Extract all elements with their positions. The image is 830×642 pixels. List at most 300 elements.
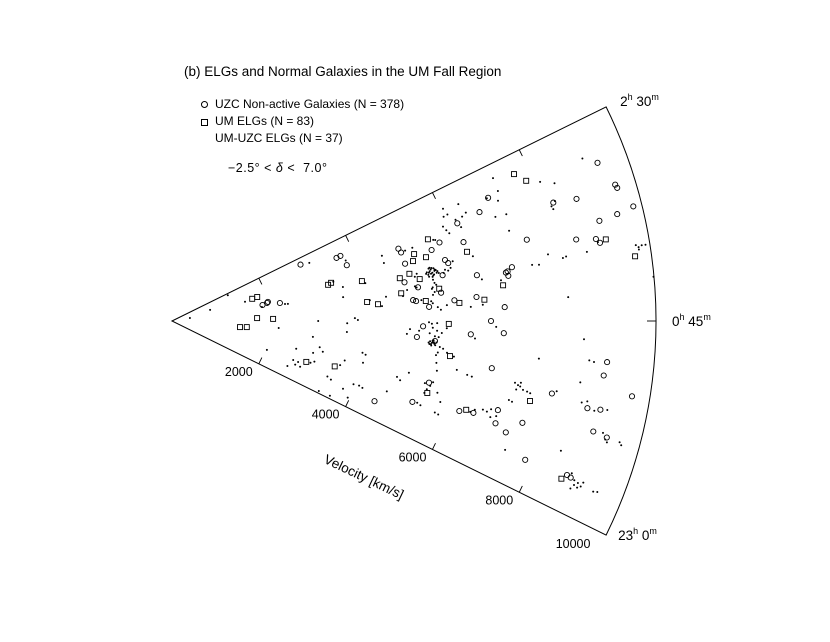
uzc-galaxy-point [284, 303, 286, 305]
uzc-galaxy-point [295, 348, 297, 350]
uzc-galaxy-point [453, 356, 455, 358]
uzc-galaxy-point [571, 472, 573, 474]
um-uzc-elg-point [425, 391, 430, 396]
uzc-galaxy-point [442, 226, 444, 228]
uzc-galaxy-point [588, 359, 590, 361]
um-uzc-elg-point [244, 325, 249, 330]
uzc-galaxy-point [448, 232, 450, 234]
uzc-galaxy-point [531, 264, 533, 266]
um-uzc-elg-point [448, 354, 453, 359]
declination-range-annotation [228, 161, 327, 175]
uzc-galaxy-point [416, 273, 418, 275]
uzc-galaxy-point [346, 331, 348, 333]
uzc-galaxy-point [362, 362, 364, 364]
uzc-galaxy-point [437, 352, 439, 354]
velocity-tick-label: 10000 [555, 537, 591, 552]
um-uzc-elg-point [528, 399, 533, 404]
edge-tick-lower [519, 486, 522, 492]
um-uzc-elg-point [423, 299, 428, 304]
um-elg-point [591, 429, 596, 434]
uzc-galaxy-point [437, 414, 439, 416]
uzc-galaxy-point [425, 273, 427, 275]
edge-tick-upper [259, 278, 262, 284]
edge-tick-lower [346, 400, 349, 406]
velocity-axis-label: Velocity [km/s] [321, 451, 407, 503]
uzc-galaxy-point [592, 491, 594, 493]
um-elg-point [503, 430, 508, 435]
uzc-galaxy-point [470, 306, 472, 308]
uzc-galaxy-point [494, 216, 496, 218]
delta-symbol: δ [275, 161, 284, 175]
um-uzc-elg-point [425, 237, 430, 242]
um-elg-point [277, 300, 282, 305]
uzc-galaxy-point [583, 338, 585, 340]
uzc-galaxy-point [292, 359, 294, 361]
uzc-galaxy-point [606, 409, 608, 411]
um-uzc-elg-point [603, 237, 608, 242]
um-elg-point [403, 261, 408, 266]
uzc-galaxy-point [638, 249, 640, 251]
uzc-galaxy-point [466, 374, 468, 376]
uzc-galaxy-point [515, 389, 517, 391]
annotation-right: < 7.0° [283, 161, 328, 175]
uzc-galaxy-point [381, 305, 383, 307]
uzc-galaxy-point [602, 432, 604, 434]
uzc-galaxy-point [497, 190, 499, 192]
uzc-galaxy-point [538, 358, 540, 360]
uzc-galaxy-point [227, 294, 229, 296]
uzc-galaxy-point [500, 279, 502, 281]
uzc-galaxy-point [342, 388, 344, 390]
um-uzc-elg-point [332, 364, 337, 369]
uzc-galaxy-point [593, 410, 595, 412]
um-elg-point [399, 250, 404, 255]
um-elg-point [615, 212, 620, 217]
um-uzc-elg-point [250, 296, 255, 301]
uzc-galaxy-point [580, 486, 582, 488]
uzc-galaxy-point [436, 270, 438, 272]
um-uzc-elg-point [465, 249, 470, 254]
uzc-galaxy-point [445, 229, 447, 231]
um-elg-point [455, 221, 460, 226]
uzc-galaxy-point [427, 274, 429, 276]
uzc-galaxy-point [408, 372, 410, 374]
uzc-galaxy-point [474, 338, 476, 340]
uzc-galaxy-point [526, 391, 528, 393]
ra-axis-label: 0$^h$ 45$^m$ [672, 312, 711, 329]
um-elg-point [495, 408, 500, 413]
um-uzc-elg-point [457, 300, 462, 305]
uzc-galaxy-point [428, 321, 430, 323]
uzc-galaxy-point [434, 291, 436, 293]
uzc-galaxy-point [404, 250, 406, 252]
um-elg-point [421, 324, 426, 329]
uzc-galaxy-point [308, 262, 310, 264]
uzc-galaxy-point [424, 382, 426, 384]
um-elg-point [493, 421, 498, 426]
um-elg-point [501, 331, 506, 336]
um-elg-point [452, 298, 457, 303]
uzc-galaxy-point [365, 354, 367, 356]
uzc-galaxy-point [552, 208, 554, 210]
um-uzc-elg-point [255, 316, 260, 321]
uzc-galaxy-point [434, 282, 436, 284]
um-elg-point [605, 360, 610, 365]
uzc-galaxy-point [430, 300, 432, 302]
uzc-galaxy-point [297, 361, 299, 363]
uzc-galaxy-point [442, 348, 444, 350]
um-uzc-elg-point [424, 255, 429, 260]
uzc-galaxy-point [641, 244, 643, 246]
uzc-galaxy-point [577, 482, 579, 484]
uzc-galaxy-point [446, 214, 448, 216]
uzc-galaxy-point [431, 288, 433, 290]
edge-tick-lower [259, 358, 262, 364]
um-uzc-elg-point [412, 252, 417, 257]
um-uzc-elg-point [376, 302, 381, 307]
uzc-galaxy-point [452, 260, 454, 262]
uzc-galaxy-point [347, 397, 349, 399]
ra-axis-label: 2$^h$ 30$^m$ [620, 91, 659, 109]
uzc-galaxy-point [435, 269, 437, 271]
uzc-galaxy-point [317, 320, 319, 322]
um-uzc-elg-point [464, 407, 469, 412]
uzc-galaxy-point [489, 416, 491, 418]
uzc-galaxy-point [529, 392, 531, 394]
uzc-galaxy-point [436, 370, 438, 372]
uzc-galaxy-point [430, 273, 432, 275]
annotation-left: −2.5° < [228, 161, 276, 175]
uzc-galaxy-point [446, 327, 448, 329]
uzc-galaxy-point [428, 343, 430, 345]
uzc-galaxy-point [330, 379, 332, 381]
um-elg-point [477, 210, 482, 215]
uzc-galaxy-point [447, 270, 449, 272]
uzc-galaxy-point [345, 260, 347, 262]
uzc-galaxy-point [645, 244, 647, 246]
uzc-galaxy-point [432, 239, 434, 241]
um-elg-point [574, 196, 579, 201]
uzc-galaxy-point [565, 256, 567, 258]
uzc-galaxy-point [593, 361, 595, 363]
uzc-galaxy-point [519, 386, 521, 388]
uzc-galaxy-point [508, 399, 510, 401]
uzc-galaxy-point [244, 301, 246, 303]
uzc-galaxy-point [322, 351, 324, 353]
um-elg-point [427, 304, 432, 309]
uzc-galaxy-point [573, 479, 575, 481]
uzc-galaxy-point [294, 364, 296, 366]
uzc-galaxy-point [416, 402, 418, 404]
um-uzc-elg-point [407, 271, 412, 276]
uzc-galaxy-point [461, 216, 463, 218]
uzc-galaxy-point [495, 415, 497, 417]
um-uzc-elg-point [359, 279, 364, 284]
um-uzc-elg-point [482, 297, 487, 302]
uzc-galaxy-point [430, 345, 432, 347]
uzc-galaxy-point [432, 279, 434, 281]
um-elg-point [426, 380, 431, 385]
uzc-galaxy-point [434, 412, 436, 414]
uzc-galaxy-point [486, 411, 488, 413]
uzc-galaxy-point [419, 404, 421, 406]
uzc-galaxy-point [318, 390, 320, 392]
velocity-tick-label: 2000 [224, 364, 253, 379]
uzc-galaxy-point [492, 177, 494, 179]
uzc-galaxy-point [436, 330, 438, 332]
uzc-galaxy-point [560, 450, 562, 452]
uzc-galaxy-point [505, 213, 507, 215]
uzc-galaxy-point [504, 449, 506, 451]
uzc-galaxy-point [432, 327, 434, 329]
um-elg-point [461, 240, 466, 245]
uzc-galaxy-point [606, 441, 608, 443]
um-uzc-elg-point [238, 325, 243, 330]
uzc-galaxy-point [411, 247, 413, 249]
um-elg-point [474, 273, 479, 278]
um-elg-point [474, 294, 479, 299]
uzc-galaxy-point [428, 267, 430, 269]
uzc-galaxy-point [569, 488, 571, 490]
uzc-galaxy-point [439, 401, 441, 403]
uzc-galaxy-point [520, 382, 522, 384]
um-uzc-elg-point [397, 276, 402, 281]
uzc-galaxy-point [547, 253, 549, 255]
uzc-galaxy-point [406, 289, 408, 291]
um-elg-point [520, 420, 525, 425]
uzc-galaxy-point [429, 332, 431, 334]
uzc-galaxy-point [441, 332, 443, 334]
um-elg-point [598, 407, 603, 412]
uzc-galaxy-point [426, 388, 428, 390]
uzc-galaxy-point [457, 203, 459, 205]
velocity-tick-label: 8000 [485, 493, 514, 508]
um-elg-point [414, 299, 419, 304]
uzc-galaxy-point [319, 346, 321, 348]
um-elg-point [523, 457, 528, 462]
uzc-galaxy-point [310, 362, 312, 364]
uzc-galaxy-point [342, 296, 344, 298]
uzc-galaxy-point [299, 366, 301, 368]
um-uzc-elg-point [512, 172, 517, 177]
uzc-galaxy-point [522, 389, 524, 391]
uzc-galaxy-point [465, 212, 467, 214]
series-um-uzc-elgs [238, 172, 638, 482]
uzc-galaxy-point [434, 344, 436, 346]
edge-tick-upper [346, 235, 349, 241]
uzc-galaxy-point [357, 319, 359, 321]
legend-item-um-uzc-elgs: UM-UZC ELGs (N = 37) [215, 131, 343, 145]
uzc-galaxy-point [432, 381, 434, 383]
um-elg-point [446, 261, 451, 266]
square-symbol-icon [201, 119, 208, 126]
um-uzc-elg-point [304, 359, 309, 364]
um-elg-point [604, 435, 609, 440]
uzc-galaxy-point [450, 267, 452, 269]
um-uzc-elg-point [446, 321, 451, 326]
uzc-galaxy-point [573, 484, 575, 486]
um-elg-point [442, 257, 447, 262]
uzc-galaxy-point [635, 244, 637, 246]
um-uzc-elg-point [524, 178, 529, 183]
uzc-galaxy-point [381, 255, 383, 257]
uzc-galaxy-point [344, 360, 346, 362]
uzc-galaxy-point [346, 322, 348, 324]
um-elg-point [502, 305, 507, 310]
uzc-galaxy-point [460, 226, 462, 228]
uzc-galaxy-point [538, 264, 540, 266]
uzc-galaxy-point [586, 251, 588, 253]
uzc-galaxy-point [556, 390, 558, 392]
uzc-galaxy-point [313, 361, 315, 363]
um-elg-point [411, 298, 416, 303]
uzc-galaxy-point [435, 284, 437, 286]
uzc-galaxy-point [551, 205, 553, 207]
uzc-galaxy-point [362, 352, 364, 354]
uzc-galaxy-point [442, 208, 444, 210]
uzc-galaxy-point [514, 382, 516, 384]
uzc-galaxy-point [482, 304, 484, 306]
uzc-galaxy-point [420, 299, 422, 301]
um-elg-point [437, 240, 442, 245]
uzc-galaxy-point [436, 322, 438, 324]
um-uzc-elg-point [399, 291, 404, 296]
um-elg-point [509, 265, 514, 270]
uzc-galaxy-point [342, 286, 344, 288]
uzc-galaxy-point [428, 272, 430, 274]
uzc-galaxy-point [435, 354, 437, 356]
um-elg-point [489, 366, 494, 371]
uzc-galaxy-point [596, 491, 598, 493]
uzc-galaxy-point [435, 362, 437, 364]
um-elg-point [372, 399, 377, 404]
um-elg-point [468, 332, 473, 337]
um-elg-point [471, 410, 476, 415]
um-elg-point [429, 247, 434, 252]
uzc-galaxy-point [432, 276, 434, 278]
uzc-galaxy-point [581, 402, 583, 404]
uzc-galaxy-point [353, 383, 355, 385]
um-elg-point [574, 237, 579, 242]
legend-item-um-elgs: UM ELGs (N = 83) [215, 114, 315, 128]
uzc-galaxy-point [266, 349, 268, 351]
uzc-galaxy-point [326, 376, 328, 378]
uzc-galaxy-point [354, 317, 356, 319]
uzc-galaxy-point [620, 444, 622, 446]
uzc-galaxy-point [582, 482, 584, 484]
uzc-galaxy-point [619, 441, 621, 443]
uzc-galaxy-point [554, 182, 556, 184]
uzc-galaxy-point [430, 267, 432, 269]
uzc-galaxy-point [406, 333, 408, 335]
uzc-galaxy-point [495, 326, 497, 328]
uzc-galaxy-point [432, 302, 434, 304]
legend-item-uzc: UZC Non-active Galaxies (N = 378) [215, 97, 405, 111]
uzc-galaxy-point [456, 369, 458, 371]
uzc-galaxy-point [586, 400, 588, 402]
uzc-galaxy-point [511, 401, 513, 403]
uzc-galaxy-point [414, 276, 416, 278]
series-um-elgs [260, 160, 636, 480]
um-uzc-elg-point [271, 316, 276, 321]
uzc-galaxy-point [472, 255, 474, 257]
uzc-galaxy-point [189, 317, 191, 319]
uzc-galaxy-point [579, 381, 581, 383]
um-elg-point [344, 263, 349, 268]
um-elg-point [414, 334, 419, 339]
chart-title: (b) ELGs and Normal Galaxies in the UM Fall Region [184, 64, 502, 79]
uzc-galaxy-point [434, 239, 436, 241]
uzc-galaxy-point [576, 487, 578, 489]
um-uzc-elg-point [417, 277, 422, 282]
velocity-tick-label: 6000 [398, 450, 427, 465]
um-elg-point [585, 406, 590, 411]
um-elg-point [549, 391, 554, 396]
uzc-galaxy-point [312, 336, 314, 338]
uzc-galaxy-point [497, 200, 499, 202]
uzc-galaxy-point [438, 336, 440, 338]
edge-tick-upper [432, 193, 435, 199]
uzc-galaxy-point [471, 376, 473, 378]
um-elg-point [410, 399, 415, 404]
uzc-galaxy-point [508, 230, 510, 232]
uzc-galaxy-point [443, 216, 445, 218]
uzc-galaxy-point [286, 365, 288, 367]
uzc-galaxy-point [418, 330, 420, 332]
uzc-galaxy-point [432, 267, 434, 269]
uzc-galaxy-point [209, 309, 211, 311]
uzc-galaxy-point [481, 278, 483, 280]
edge-tick-upper [519, 150, 522, 156]
um-elg-point [631, 204, 636, 209]
uzc-galaxy-point [386, 390, 388, 392]
uzc-galaxy-point [278, 327, 280, 329]
velocity-tick-label: 4000 [311, 407, 340, 422]
uzc-galaxy-point [312, 352, 314, 354]
uzc-galaxy-point [358, 385, 360, 387]
uzc-galaxy-point [638, 246, 640, 248]
uzc-galaxy-point [437, 306, 439, 308]
um-uzc-elg-point [501, 283, 506, 288]
uzc-galaxy-point [581, 158, 583, 160]
uzc-galaxy-point [490, 408, 492, 410]
uzc-galaxy-point [385, 296, 387, 298]
uzc-galaxy-point [287, 303, 289, 305]
um-elg-point [629, 394, 634, 399]
um-elg-point [488, 318, 493, 323]
um-elg-point [564, 472, 569, 477]
uzc-galaxy-point [431, 323, 433, 325]
uzc-galaxy-point [383, 262, 385, 264]
circle-symbol-icon [201, 101, 208, 108]
uzc-galaxy-point [562, 257, 564, 259]
uzc-galaxy-point [434, 335, 436, 337]
uzc-galaxy-point [482, 409, 484, 411]
uzc-galaxy-point [361, 387, 363, 389]
uzc-galaxy-point [439, 346, 441, 348]
edge-tick-lower [432, 443, 435, 449]
um-elg-point [568, 475, 573, 480]
ra-axis-label: 23$^h$ 0$^m$ [618, 526, 657, 544]
um-elg-point [601, 373, 606, 378]
uzc-galaxy-point [440, 309, 442, 311]
um-uzc-elg-point [255, 295, 260, 300]
um-uzc-elg-point [559, 476, 564, 481]
um-elg-point [595, 160, 600, 165]
uzc-galaxy-point [432, 294, 434, 296]
uzc-galaxy-point [396, 376, 398, 378]
uzc-galaxy-point [653, 276, 655, 278]
